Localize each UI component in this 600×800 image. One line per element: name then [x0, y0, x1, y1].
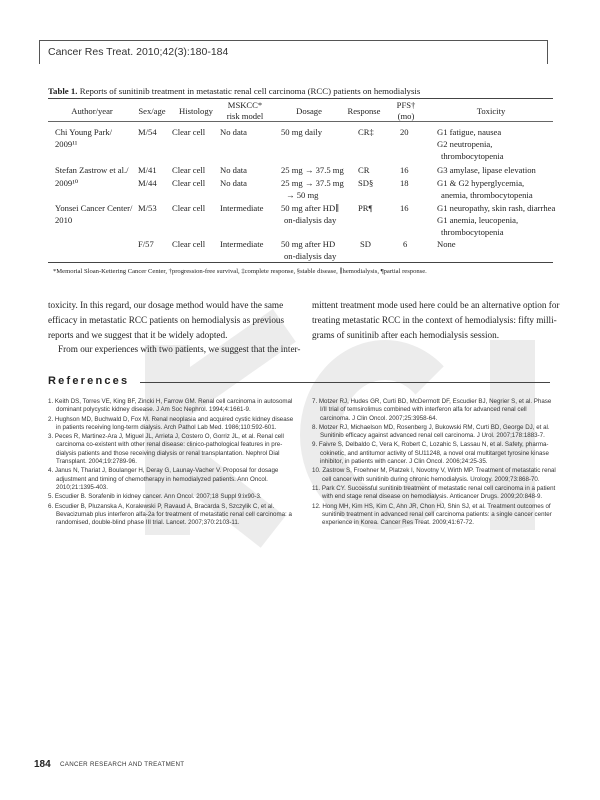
reference-line: Bevacizumab plus interferon alfa-2a for treatment of metastatic renal cell carcinoma: a	[56, 510, 292, 518]
cell-response: SD	[360, 239, 371, 249]
reference-item	[48, 416, 300, 433]
reference-line: 5. Escudier B. Sorafenib in kidney cancer. Ann Oncol. 2007;18 Suppl 9:ix90-3.	[48, 493, 262, 501]
cell-toxicity: thrombocytopenia	[441, 227, 504, 237]
reference-line: 9. Faivre S, Delbaldo C, Vera K, Robert C, Lozahic S, Lassau N, et al. Safety, pharma-	[312, 441, 549, 449]
reference-line: randomised, double-blind phase III trial. Lancet. 2007;370:2103-11.	[56, 519, 240, 527]
table-footnote: *Memorial Sloan-Kettering Cancer Center, †progression-free survival, ‡complete response, §stable disease, ∥hemodialysis, ¶partial response.	[53, 268, 427, 275]
table-header-pfs: PFS†	[396, 100, 416, 110]
footer-journal-name: CANCER RESEARCH AND TREATMENT	[60, 761, 185, 768]
reference-item	[48, 503, 300, 528]
reference-line: sunitinib treatment in advanced renal cell carcinoma patients: a single cancer center	[322, 510, 552, 518]
header-rule	[39, 40, 40, 64]
reference-item	[48, 467, 300, 492]
cell-toxicity: None	[437, 239, 456, 249]
references-heading: References	[48, 375, 130, 387]
reference-line: 10. Zastrow S, Froehner M, Platzek I, Novotny V, Wirth MP. Treatment of metastatic renal	[312, 467, 556, 475]
cell-author: Stefan Zastrow et al./	[55, 165, 129, 175]
body-line: efficacy in metastatic RCC patients on hemodialysis as previous	[48, 314, 285, 325]
cell-toxicity: G1 anemia, leucopenia,	[437, 215, 519, 225]
body-column-right	[312, 298, 560, 342]
reference-line: dialysis patients and those receiving dialysis or renal transplantation. Nephrol Dial	[56, 449, 280, 457]
reference-item	[312, 467, 557, 484]
journal-citation: Cancer Res Treat. 2010;42(3):180-184	[48, 46, 229, 58]
table-header-mskcc: MSKCC*	[227, 100, 263, 110]
cell-histology: Clear cell	[172, 239, 206, 249]
reference-line: experience in Korea. Cancer Res Treat. 2009;41:67-72.	[322, 519, 475, 527]
cell-histology: Clear cell	[172, 203, 206, 213]
reference-item	[48, 398, 300, 415]
cell-dosage: 25 mg → 37.5 mg	[281, 165, 344, 175]
cell-author: Yonsei Cancer Center/	[55, 203, 133, 213]
reference-line: 4. Janus N, Thariat J, Boulanger H, Deray G, Launay-Vacher V. Proposal for dosage	[48, 467, 279, 475]
body-line: From our experiences with two patients, we suggest that the inter-	[58, 344, 301, 355]
cell-sexage: F/57	[138, 239, 154, 249]
reference-line: carcinoma co-existent with other renal disease: clinico-pathological features in pre-	[56, 441, 283, 449]
reference-line: Transplant. 2004;19:2789-96.	[56, 458, 137, 466]
table-header-dosage: Dosage	[296, 106, 322, 116]
reference-line: 1. Keith DS, Torres VE, King BF, Zincki H, Farrow GM. Renal cell carcinoma in autosomal	[48, 398, 293, 405]
cell-toxicity: G1 neuropathy, skin rash, diarrhea	[437, 203, 556, 213]
cell-dosage: 50 mg daily	[281, 127, 323, 137]
reference-line: 2. Hughson MD, Buchwald D, Fox M. Renal neoplasia and acquired cystic kidney disease	[48, 415, 294, 423]
cell-author-year: 2010	[55, 215, 73, 225]
reference-item	[312, 424, 557, 441]
page-number: 184	[34, 759, 51, 770]
table-caption	[48, 86, 420, 96]
cell-toxicity: G1 & G2 hyperglycemia,	[437, 178, 525, 188]
table-header-pfs-unit: (mo)	[397, 111, 415, 121]
table-header-response: Response	[347, 106, 381, 116]
table-rule	[48, 262, 553, 263]
reference-line: 12. Hong MH, Kim HS, Kim C, Ahn JR, Chon HJ, Shin SJ, et al. Treatment outcomes of	[312, 502, 551, 510]
cell-toxicity: G2 neutropenia,	[437, 139, 493, 149]
cell-sexage: M/41	[138, 165, 157, 175]
header-rule	[39, 40, 548, 41]
cell-mskcc: No data	[220, 127, 247, 137]
table-caption-label: Table 1.	[48, 86, 78, 96]
references-rule	[140, 382, 550, 383]
reference-item	[312, 485, 557, 502]
table-caption-text: Reports of sunitinib treatment in metastatic renal cell carcinoma (RCC) patients on hemodialysis	[79, 86, 421, 96]
cell-toxicity: G1 fatigue, nausea	[437, 127, 502, 137]
cell-mskcc: Intermediate	[220, 239, 264, 249]
cell-mskcc: No data	[220, 178, 247, 188]
cell-dosage: 25 mg → 37.5 mg	[281, 178, 344, 188]
cell-toxicity: G3 amylase, lipase elevation	[437, 165, 536, 175]
body-line: toxicity. In this regard, our dosage method would have the same	[48, 300, 284, 310]
reference-item	[312, 398, 557, 423]
references-column-right	[312, 398, 557, 528]
cell-histology: Clear cell	[172, 127, 206, 137]
cell-response: CR	[358, 165, 370, 175]
table-header-author: Author/year	[71, 106, 113, 116]
cell-histology: Clear cell	[172, 165, 206, 175]
reference-line: inhibitor, in patients with cancer. J Clin Oncol. 2006;24:25-35.	[320, 458, 488, 466]
table-header-histology: Histology	[179, 106, 213, 116]
table-header-sexage: Sex/age	[138, 106, 166, 116]
reference-line: 11. Park CY. Successful sunitinib treatment of metastatic renal cell carcinoma in a patient	[312, 484, 556, 492]
reference-line: in patients receiving long-term dialysis. Arch Pathol Lab Med. 1986;110:592-601.	[56, 423, 277, 431]
cell-toxicity: thrombocytopenia	[441, 151, 504, 161]
reference-line: cokinetic, and antitumor activity of SU11248, a novel oral multitarget tyrosine kinase	[320, 449, 549, 457]
reference-line: 2010;21:1395-403.	[56, 483, 108, 491]
cell-dosage: on-dialysis day	[284, 251, 337, 261]
cell-sexage: M/54	[138, 127, 157, 137]
cell-author-year: 2009¹¹	[55, 139, 78, 149]
cell-sexage: M/53	[138, 203, 157, 213]
reference-line: carcinoma. J Clin Oncol. 2007;25:3958-64.	[320, 414, 438, 422]
cell-dosage: on-dialysis day	[284, 215, 337, 225]
table-header-toxicity: Toxicity	[476, 106, 506, 116]
cell-author: Chi Young Park/	[55, 127, 113, 137]
reference-line: Sunitinib efficacy against advanced renal cell carcinoma. J Urol. 2007;178:1883-7.	[320, 432, 545, 440]
cell-mskcc: Intermediate	[220, 203, 264, 213]
reference-line: cell cancer with sunitinib during chronic hemodialysis. Urology. 2009;73:868-70.	[322, 475, 540, 483]
body-line: grams of sunitinib after each hemodialysis session.	[312, 329, 500, 340]
header-rule	[547, 40, 548, 64]
body-line: mittent treatment mode used here could be an alternative option for	[312, 300, 560, 310]
cell-author-year: 2009¹⁰	[55, 178, 79, 188]
cell-response: CR‡	[358, 127, 374, 137]
cell-dosage: → 50 mg	[286, 190, 319, 200]
cell-sexage: M/44	[138, 178, 157, 188]
body-line: reports and we suggest that it be widely adopted.	[48, 329, 228, 340]
reference-line: with end stage renal disease on hemodialysis. Anticancer Drugs. 2009;20:848-9.	[322, 493, 543, 501]
cell-pfs: 18	[400, 178, 409, 188]
reference-line: 6. Escudier B, Pluzanska A, Koralewski P, Ravaud A, Bracarda S, Szczylik C, et al.	[48, 502, 275, 510]
cell-dosage: 50 mg after HD∥	[281, 203, 340, 213]
reference-line: 8. Motzer RJ, Michaelson MD, Rosenberg J, Bukowski RM, Curti BD, George DJ, et al.	[312, 423, 550, 431]
reference-item	[48, 493, 300, 501]
table-header-mskcc-sub: risk model	[226, 111, 264, 121]
cell-histology: Clear cell	[172, 178, 206, 188]
reference-line: adjustment and timing of chemotherapy in hemodialyzed patients. Ann Oncol.	[56, 475, 268, 483]
cell-mskcc: No data	[220, 165, 247, 175]
reference-item	[312, 441, 557, 466]
cell-pfs: 6	[403, 239, 408, 249]
cell-response: PR¶	[358, 203, 373, 213]
reference-line: 7. Motzer RJ, Hudes GR, Curti BD, McDermott DF, Escudier BJ, Negrier S, et al. Phase	[312, 398, 552, 405]
cell-pfs: 16	[400, 203, 409, 213]
body-line: treating metastatic RCC in the context of hemodialysis: fifty milli-	[312, 314, 557, 325]
reference-item	[312, 503, 557, 528]
cell-response: SD§	[358, 178, 374, 188]
cell-pfs: 20	[400, 127, 409, 137]
cell-dosage: 50 mg after HD	[281, 239, 336, 249]
references-column-left	[48, 398, 300, 528]
table-rule	[48, 98, 553, 99]
reference-line: 3. Peces R, Martinez-Ara J, Miguel JL, Arrieta J, Costero O, Gorriz JL, et al. Renal cell	[48, 433, 284, 441]
reference-line: I/II trial of temsirolimus combined with interferon alfa for advanced renal cell	[320, 406, 527, 414]
cell-toxicity: anemia, thrombocytopenia	[441, 190, 533, 200]
body-column-left	[48, 298, 301, 357]
reference-item	[48, 433, 300, 466]
table-rule	[48, 121, 553, 122]
cell-pfs: 16	[400, 165, 409, 175]
reference-line: dominant polycystic kidney disease. J Am Soc Nephrol. 1994;4:1661-9.	[56, 406, 251, 414]
